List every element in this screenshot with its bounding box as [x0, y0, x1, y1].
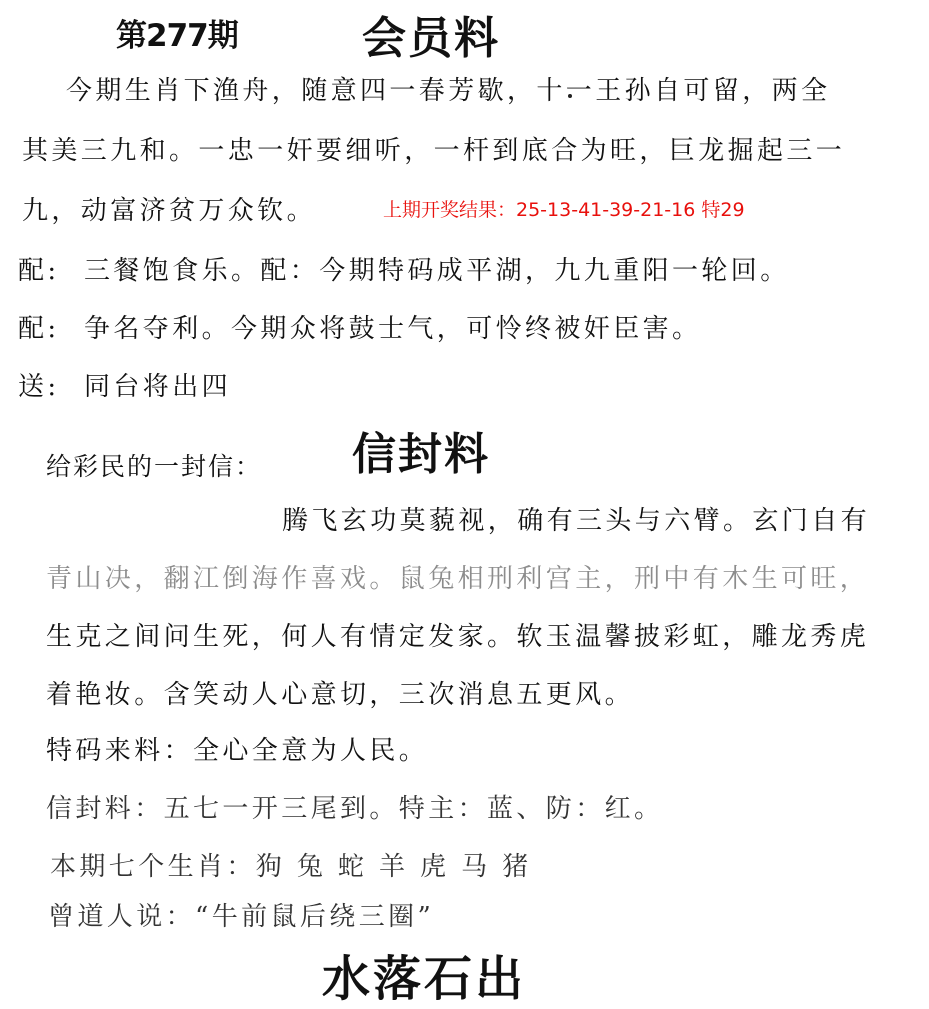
issue-number: 第277期 — [116, 18, 238, 54]
envelope-line: 信封料：五七一开三尾到。特主：蓝、防：红。 — [46, 794, 664, 824]
letter-title: 信封料 — [352, 429, 490, 480]
last-draw-result: 上期开奖结果：25-13-41-39-21-16 特29 — [383, 199, 745, 221]
letter-line-1: 腾飞玄功莫藐视，确有三头与六臂。玄门自有 — [282, 506, 871, 536]
member-title: 会员料 — [362, 13, 500, 64]
gift-text: 同台将出四 — [84, 372, 232, 402]
special-code-line: 特码来料：全心全意为人民。 — [46, 736, 429, 766]
zodiac-line: 本期七个生肖：狗 兔 蛇 羊 虎 马 猪 — [50, 852, 532, 882]
pair-label-1: 配: — [18, 256, 60, 286]
letter-line-2: 青山决，翻江倒海作喜戏。鼠兔相刑利宫主，刑中有木生可旺， — [46, 564, 870, 594]
letter-line-3: 生克之间问生死，何人有情定发家。软玉温馨披彩虹，雕龙秀虎 — [46, 622, 870, 652]
final-phrase: 水落石出 — [322, 951, 527, 1007]
member-line-2: 其美三九和。一忠一奸要细听，一杆到底合为旺，巨龙掘起三一 — [22, 136, 846, 166]
member-line-1: 今期生肖下渔舟，随意四一春芳歇，十一王孙自可留，两全 — [66, 76, 831, 106]
letter-line-4: 着艳妆。含笑动人心意切，三次消息五更风。 — [46, 680, 635, 710]
pair-label-2: 配: — [18, 314, 60, 344]
gift-label: 送: — [18, 372, 60, 402]
letter-intro: 给彩民的一封信： — [46, 452, 263, 481]
pair-text-1: 三餐饱食乐。配：今期特码成平湖，九九重阳一轮回。 — [84, 256, 790, 286]
saying-line: 曾道人说：“牛前鼠后绕三圈” — [48, 902, 435, 932]
member-line-3: 九，动富济贫万众钦。 — [22, 196, 317, 226]
pair-text-2: 争名夺利。今期众将鼓士气，可怜终被奸臣害。 — [84, 314, 702, 344]
